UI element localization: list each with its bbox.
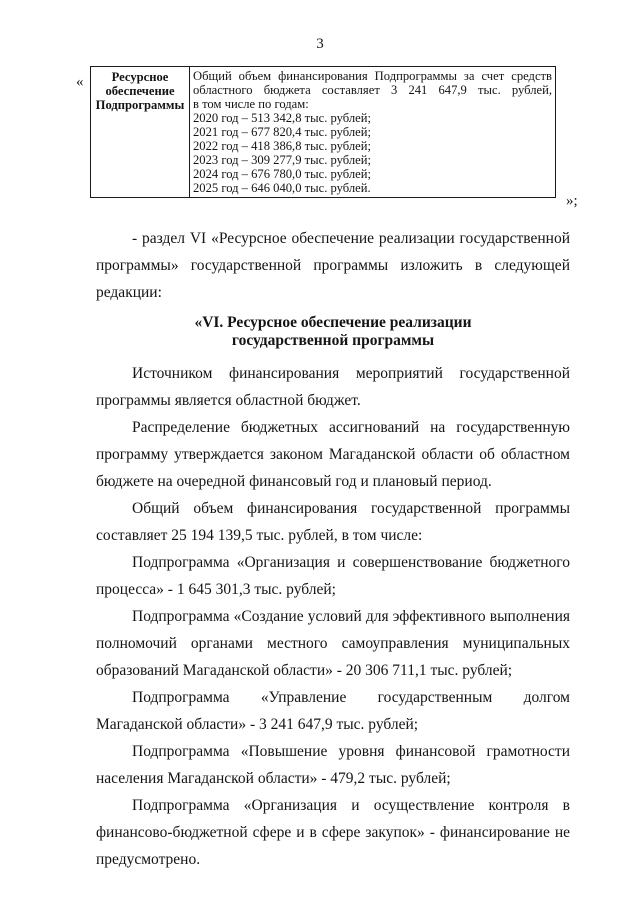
section-heading (96, 314, 570, 350)
label-line: обеспечение (105, 84, 175, 98)
table-content-cell (190, 67, 556, 198)
label-line: Ресурсное (111, 70, 169, 84)
page-number: 3 (316, 36, 324, 52)
paragraph: Распределение бюджетных ассигнований на государственную программу утверждается законом Магаданской области об областном бюджете на очередной финансовый год и плановый период. (96, 419, 570, 490)
opening-quote: « (76, 74, 84, 90)
intro-line: Общий объем финансирования Подпрограммы за счет средств (193, 69, 552, 83)
table-label-cell (91, 67, 190, 198)
year-line: 2023 год – 309 277,9 тыс. рублей; (193, 153, 371, 167)
year-line: 2024 год – 676 780,0 тыс. рублей; (193, 167, 371, 181)
paragraph: Общий объем финансирования государственной программы составляет 25 194 139,5 тыс. рублей, в том числе: (96, 500, 570, 544)
section-heading-line: государственной программы (231, 332, 435, 349)
paragraph: Подпрограмма «Организация и совершенствование бюджетного процесса» - 1 645 301,3 тыс. рублей; (96, 554, 570, 598)
paragraph: Подпрограмма «Организация и осуществление контроля в финансово-бюджетной сфере и в сфере закупок» - финансирование не предусмотрено. (96, 797, 570, 868)
closing-quote: »; (566, 193, 578, 209)
table-row (91, 67, 556, 198)
amendment-line: программы» государственной программы изложить в следующей (96, 257, 570, 274)
year-line: 2022 год – 418 386,8 тыс. рублей; (193, 139, 371, 153)
paragraph: Подпрограмма «Повышение уровня финансовой грамотности населения Магаданской области» - 479,2 тыс. рублей; (96, 743, 570, 787)
paragraph: Подпрограмма «Управление государственным долгом Магаданской области» - 3 241 647,9 тыс. рублей; (96, 689, 570, 733)
label-line: Подпрограммы (95, 98, 185, 112)
amendment-line: - раздел VI «Ресурсное обеспечение реализации государственной (132, 230, 570, 247)
year-line: 2025 год – 646 040,0 тыс. рублей. (193, 181, 371, 195)
section-heading-line: «VI. Ресурсное обеспечение реализации (194, 314, 472, 331)
resource-table (90, 66, 556, 198)
year-line: 2020 год – 513 342,8 тыс. рублей; (193, 111, 371, 125)
document-body (96, 225, 570, 873)
amendment-line: редакции: (96, 284, 162, 301)
intro-line: областного бюджета составляет 3 241 647,9 тыс. рублей, (193, 83, 552, 97)
intro-line: в том числе по годам: (193, 97, 309, 111)
paragraph: Подпрограмма «Создание условий для эффективного выполнения полномочий органами местного самоуправления муниципальных образований Магаданской области» - 20 306 711,1 тыс. рублей; (96, 608, 570, 679)
paragraph: Источником финансирования мероприятий государственной программы является областной бюджет. (96, 365, 570, 409)
year-line: 2021 год – 677 820,4 тыс. рублей; (193, 125, 371, 139)
